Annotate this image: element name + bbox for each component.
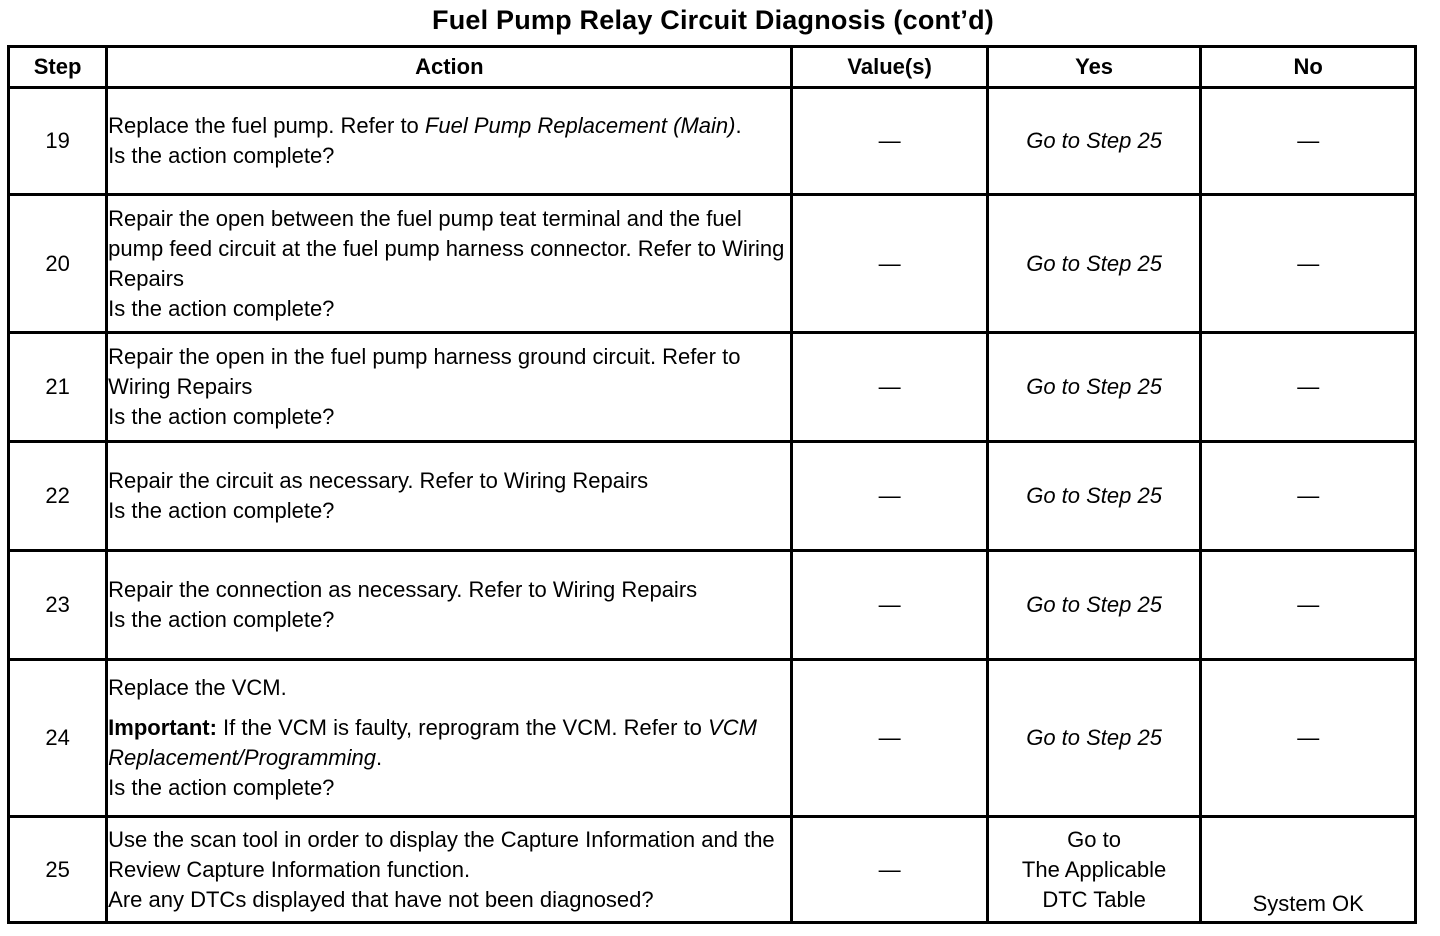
goto-step-link: Go to Step 25 — [1026, 725, 1162, 750]
action-text: Repair the open between the fuel pump teat terminal and the fuel pump feed circuit at the fuel pump harness connector. Refer to Wiring Repairs — [108, 205, 785, 291]
table-row — [9, 817, 1416, 923]
yes-cell — [987, 442, 1201, 551]
table-row — [9, 442, 1416, 551]
important-note: Important: If the VCM is faulty, reprogram the VCM. Refer to VCM Replacement/Programming. — [108, 715, 757, 770]
action-question: Is the action complete? — [108, 775, 335, 800]
action-text: Repair the open in the fuel pump harness ground circuit. Refer to Wiring Repairs — [108, 344, 741, 399]
step-number: 22 — [9, 442, 107, 551]
value-cell: — — [792, 660, 987, 817]
value-cell: — — [792, 442, 987, 551]
yes-cell — [987, 551, 1201, 660]
action-cell — [107, 333, 792, 442]
value-cell: — — [792, 817, 987, 923]
table-header-row — [9, 47, 1416, 88]
table-row — [9, 660, 1416, 817]
no-cell: — — [1201, 333, 1416, 442]
step-number: 24 — [9, 660, 107, 817]
goto-step-link: Go to Step 25 — [1026, 592, 1162, 617]
step-number: 23 — [9, 551, 107, 660]
action-question: Is the action complete? — [108, 295, 335, 321]
yes-cell — [987, 817, 1201, 923]
important-label: Important: — [108, 715, 217, 740]
goto-step-link: Go to Step 25 — [1026, 128, 1162, 153]
action-cell — [107, 88, 792, 195]
yes-cell — [987, 660, 1201, 817]
header-action: Action — [107, 47, 792, 88]
no-cell: — — [1201, 442, 1416, 551]
table-row — [9, 88, 1416, 195]
action-cell — [107, 551, 792, 660]
goto-step-link: Go to Step 25 — [1026, 250, 1162, 276]
diagnosis-table — [7, 45, 1417, 924]
action-question: Is the action complete? — [108, 143, 335, 168]
procedure-reference: Fuel Pump Replacement (Main) — [424, 113, 736, 138]
yes-cell — [987, 195, 1201, 333]
no-cell: — — [1201, 88, 1416, 195]
no-cell: — — [1201, 551, 1416, 660]
step-number: 25 — [9, 817, 107, 923]
yes-cell — [987, 333, 1201, 442]
action-question: Is the action complete? — [108, 607, 335, 632]
header-step: Step — [9, 47, 107, 88]
goto-step-link: Go to Step 25 — [1026, 483, 1162, 508]
value-cell: — — [792, 333, 987, 442]
action-cell — [107, 195, 792, 333]
action-text: Repair the connection as necessary. Refer to Wiring Repairs — [108, 577, 698, 602]
yes-line: Go to — [1067, 826, 1121, 852]
header-yes: Yes — [987, 47, 1201, 88]
yes-cell — [987, 88, 1201, 195]
action-cell — [107, 817, 792, 923]
action-question: Is the action complete? — [108, 404, 335, 429]
table-row — [9, 333, 1416, 442]
yes-line: The Applicable — [1021, 856, 1167, 882]
value-cell: — — [792, 551, 987, 660]
step-number: 20 — [9, 195, 107, 333]
action-text: Use the scan tool in order to display the Capture Information and the Review Capture Information function. — [108, 826, 775, 882]
value-cell: — — [792, 88, 987, 195]
value-cell: — — [792, 195, 987, 333]
no-cell: System OK — [1201, 817, 1416, 923]
goto-step-link: Go to Step 25 — [1026, 374, 1162, 399]
action-cell — [107, 442, 792, 551]
action-text: Replace the VCM. — [108, 675, 287, 700]
table-row — [9, 195, 1416, 333]
action-question: Is the action complete? — [108, 498, 335, 523]
no-cell: — — [1201, 660, 1416, 817]
header-values: Value(s) — [792, 47, 987, 88]
action-cell — [107, 660, 792, 817]
action-question: Are any DTCs displayed that have not been diagnosed? — [108, 886, 654, 912]
action-text: Replace the fuel pump. Refer to Fuel Pump Replacement (Main). — [108, 113, 742, 138]
table-row — [9, 551, 1416, 660]
no-cell: — — [1201, 195, 1416, 333]
header-no: No — [1201, 47, 1416, 88]
procedure-reference: VCM Replacement/Programming — [108, 715, 757, 770]
action-text: Repair the circuit as necessary. Refer to Wiring Repairs — [108, 468, 649, 493]
page-title: Fuel Pump Relay Circuit Diagnosis (cont’d) — [432, 5, 994, 35]
step-number: 21 — [9, 333, 107, 442]
step-number: 19 — [9, 88, 107, 195]
yes-line: DTC Table — [1042, 886, 1146, 912]
